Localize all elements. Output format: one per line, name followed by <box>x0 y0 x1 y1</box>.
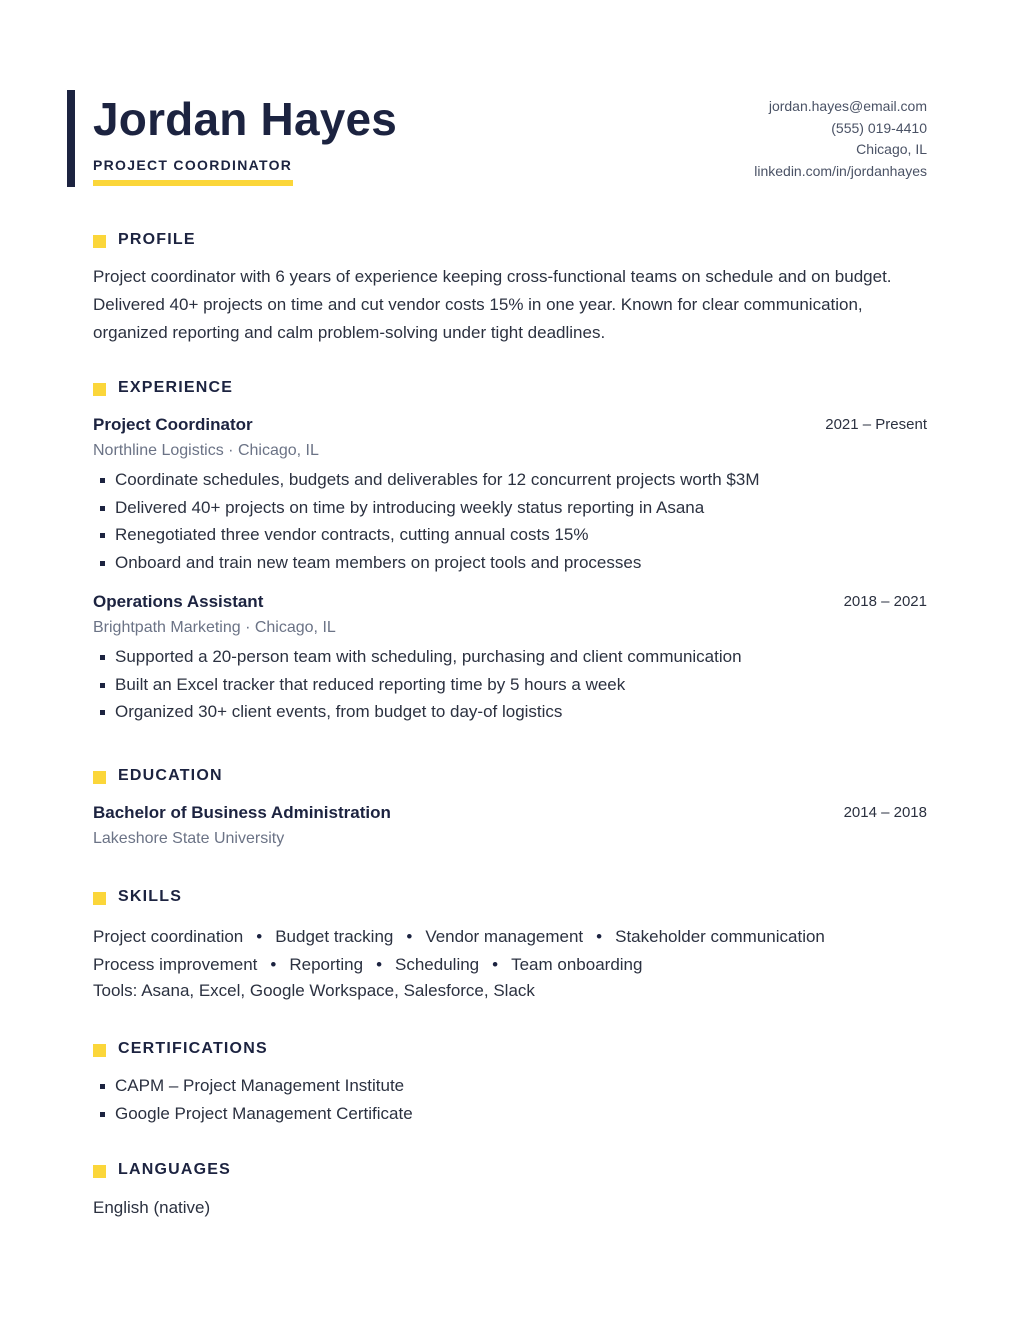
bullet-text: Built an Excel tracker that reduced reporting time by 5 hours a week <box>115 674 626 694</box>
bullet-text: Delivered 40+ projects on time by introducing weekly status reporting in Asana <box>115 497 705 517</box>
section-title: EXPERIENCE <box>118 379 234 396</box>
education-entry <box>93 803 927 848</box>
bullet-text: Supported a 20-person team with scheduling, purchasing and client communication <box>115 646 742 666</box>
list-item <box>93 1072 927 1100</box>
skills-row <box>93 923 927 951</box>
skill-item: Budget tracking <box>275 927 394 946</box>
job-company: Northline Logistics · Chicago, IL <box>93 442 319 459</box>
section-heading <box>93 231 927 253</box>
list-item <box>93 1100 927 1128</box>
section-title: LANGUAGES <box>118 1161 232 1178</box>
skill-item: Stakeholder communication <box>615 927 825 946</box>
job-title: Operations Assistant <box>93 591 264 611</box>
job-bullets <box>93 643 927 726</box>
job-bullets <box>93 466 927 577</box>
job-company: Brightpath Marketing · Chicago, IL <box>93 618 336 636</box>
skill-item: Project coordination <box>93 927 244 946</box>
list-item <box>93 643 927 671</box>
section-marker-icon <box>93 383 106 396</box>
bullet-icon <box>100 655 105 660</box>
bullet-icon <box>100 478 105 483</box>
separator-dot: • <box>256 927 263 946</box>
section-title: CERTIFICATIONS <box>118 1040 268 1057</box>
job-dates: 2021 – Present <box>825 416 927 433</box>
bullet-icon <box>100 1084 105 1089</box>
languages-text: English (native) <box>93 1198 211 1217</box>
section-title: EDUCATION <box>118 767 223 784</box>
contact-location: Chicago, IL <box>856 141 927 157</box>
section-heading <box>93 767 927 789</box>
skill-item: Vendor management <box>425 927 584 946</box>
section-marker-icon <box>93 1044 106 1057</box>
experience-section <box>93 379 927 726</box>
certifications-section <box>93 1040 927 1127</box>
bullet-icon <box>100 710 105 715</box>
school-name: Lakeshore State University <box>93 830 285 847</box>
section-marker-icon <box>93 1165 106 1178</box>
list-item <box>93 494 927 522</box>
role-underline <box>93 180 293 186</box>
bullet-text: Onboard and train new team members on project tools and processes <box>115 553 642 573</box>
list-item <box>93 521 927 549</box>
job-dates: 2018 – 2021 <box>843 592 927 610</box>
bullet-icon <box>100 533 105 538</box>
skill-item: Scheduling <box>395 954 480 974</box>
bullet-text: Coordinate schedules, budgets and deliverables for 12 concurrent projects worth $3M <box>115 470 760 489</box>
education-section <box>93 767 927 848</box>
list-item <box>93 466 927 494</box>
section-heading <box>93 1161 927 1183</box>
job-title: Project Coordinator <box>93 415 253 434</box>
candidate-name: Jordan Hayes <box>93 93 398 145</box>
profile-section <box>93 231 927 347</box>
section-marker-icon <box>93 235 106 248</box>
contact-linkedin[interactable]: linkedin.com/in/jordanhayes <box>754 162 927 179</box>
job-entry <box>93 415 927 577</box>
header-accent-bar <box>67 90 75 187</box>
section-heading <box>93 888 927 910</box>
certification-list <box>93 1072 927 1127</box>
candidate-role: PROJECT COORDINATOR <box>93 157 293 173</box>
skill-item: Reporting <box>289 954 364 974</box>
skills-section <box>93 888 927 1001</box>
bullet-icon <box>100 506 105 511</box>
skill-item: Team onboarding <box>511 954 643 974</box>
certification-text: Google Project Management Certificate <box>115 1103 413 1123</box>
list-item <box>93 698 927 726</box>
tools-line: Tools: Asana, Excel, Google Workspace, Salesforce, Slack <box>93 981 535 1000</box>
separator-dot: • <box>270 954 277 974</box>
section-title: PROFILE <box>118 231 196 248</box>
separator-dot: • <box>406 927 413 946</box>
bullet-icon <box>100 683 105 688</box>
contact-email[interactable]: jordan.hayes@email.com <box>768 98 927 114</box>
contact-block <box>754 96 927 182</box>
list-item <box>93 549 927 577</box>
bullet-text: Organized 30+ client events, from budget to day-of logistics <box>115 702 563 722</box>
section-marker-icon <box>93 892 106 905</box>
list-item <box>93 671 927 699</box>
separator-dot: • <box>376 954 383 974</box>
languages-section <box>93 1161 927 1222</box>
section-title: SKILLS <box>118 888 183 905</box>
bullet-icon <box>100 561 105 566</box>
separator-dot: • <box>596 927 603 946</box>
profile-summary: Project coordinator with 6 years of experience keeping cross-functional teams on schedule and on budget. Delivered 40+ projects on time and cut vendor costs 15% in one year. Known for clear communication, organized reporting and calm problem-solving under tight deadlines. <box>93 267 892 342</box>
bullet-text: Renegotiated three vendor contracts, cutting annual costs 15% <box>115 525 589 545</box>
section-heading <box>93 1040 927 1062</box>
section-marker-icon <box>93 771 106 784</box>
bullet-icon <box>100 1112 105 1117</box>
education-dates: 2014 – 2018 <box>843 804 927 821</box>
separator-dot: • <box>492 954 499 974</box>
job-entry <box>93 592 927 726</box>
section-heading <box>93 379 927 401</box>
certification-text: CAPM – Project Management Institute <box>115 1076 405 1095</box>
resume-header <box>67 90 927 187</box>
skill-item: Process improvement <box>93 954 258 974</box>
skills-row <box>93 951 927 979</box>
degree-title: Bachelor of Business Administration <box>93 803 391 822</box>
contact-phone: (555) 019-4410 <box>831 119 927 136</box>
